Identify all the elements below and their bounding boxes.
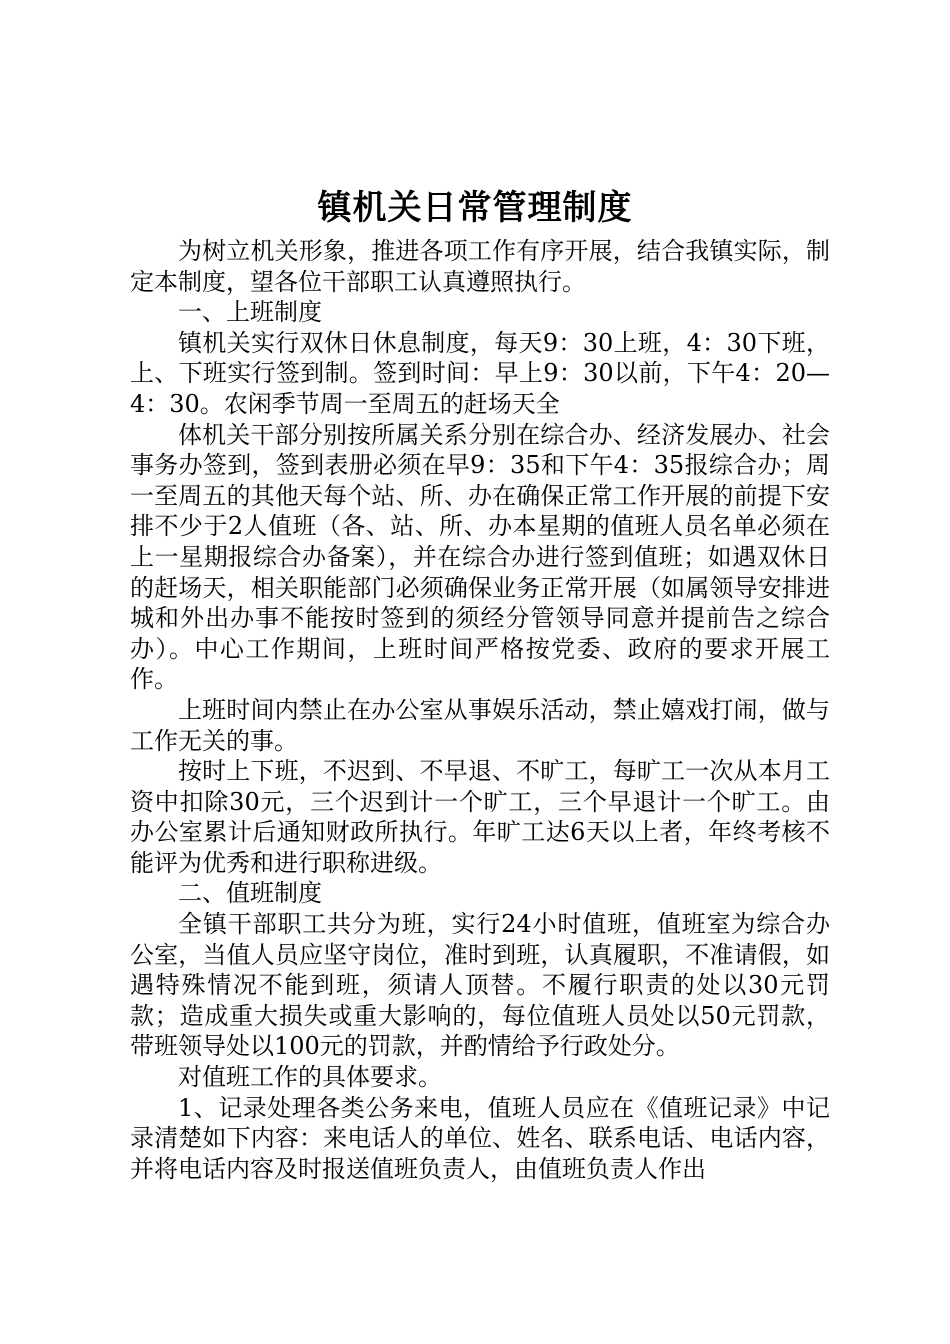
section-heading-work-hours: 一、上班制度 [178,298,322,327]
document-title: 镇机关日常管理制度 [317,188,633,228]
paragraph-attendance: 按时上下班，不迟到、不早退、不旷工，每旷工一次从本月工资中扣除30元，三个迟到计一个旷工，三个早退计一个旷工。由办公室累计后通知财政所执行。年旷工达6天以上者，年终考核不能评为优秀和进行职称进级。 [130,757,830,877]
paragraph-conduct: 上班时间内禁止在办公室从事娱乐活动，禁止嬉戏打闹，做与工作无关的事。 [130,695,830,755]
paragraph-schedule: 镇机关实行双休日休息制度，每天9：30上班，4：30下班，上、下班实行签到制。签到时间：早上9：30以前，下午4：20—4：30。农闲季节周一至周五的赶场天全 [130,328,830,418]
paragraph-intro: 为树立机关形象，推进各项工作有序开展，结合我镇实际，制定本制度，望各位干部职工认真遵照执行。 [130,237,830,296]
paragraph-signin: 体机关干部分别按所属关系分别在综合办、经济发展办、社会事务办签到，签到表册必须在早9：35和下午4：35报综合办；周一至周五的其他天每个站、所、办在确保正常工作开展的前提下安排不少于2人值班（各、站、所、办本星期的值班人员名单必须在上一星期报综合办备案），并在综合办进行签到值班；如遇双休日的赶场天，相关职能部门必须确保业务正常开展（如属领导安排进城和外出办事不能按时签到的须经分管领导同意并提前告之综合办）。中心工作期间，上班时间严格按党委、政府的要求开展工作。 [130,420,830,694]
document-body [130,236,830,1184]
paragraph-duty-item-1: 1、记录处理各类公务来电，值班人员应在《值班记录》中记录清楚如下内容：来电话人的单位、姓名、联系电话、电话内容，并将电话内容及时报送值班负责人，由值班负责人作出 [130,1093,830,1183]
paragraph-duty-requirements: 对值班工作的具体要求。 [178,1063,442,1092]
paragraph-duty-rules: 全镇干部职工共分为班，实行24小时值班，值班室为综合办公室，当值人员应坚守岗位，准时到班，认真履职，不准请假，如遇特殊情况不能到班，须请人顶替。不履行职责的处以30元罚款；造成重大损失或重大影响的，每位值班人员处以50元罚款，带班领导处以100元的罚款，并酌情给予行政处分。 [130,910,830,1061]
section-heading-duty: 二、值班制度 [178,879,322,908]
